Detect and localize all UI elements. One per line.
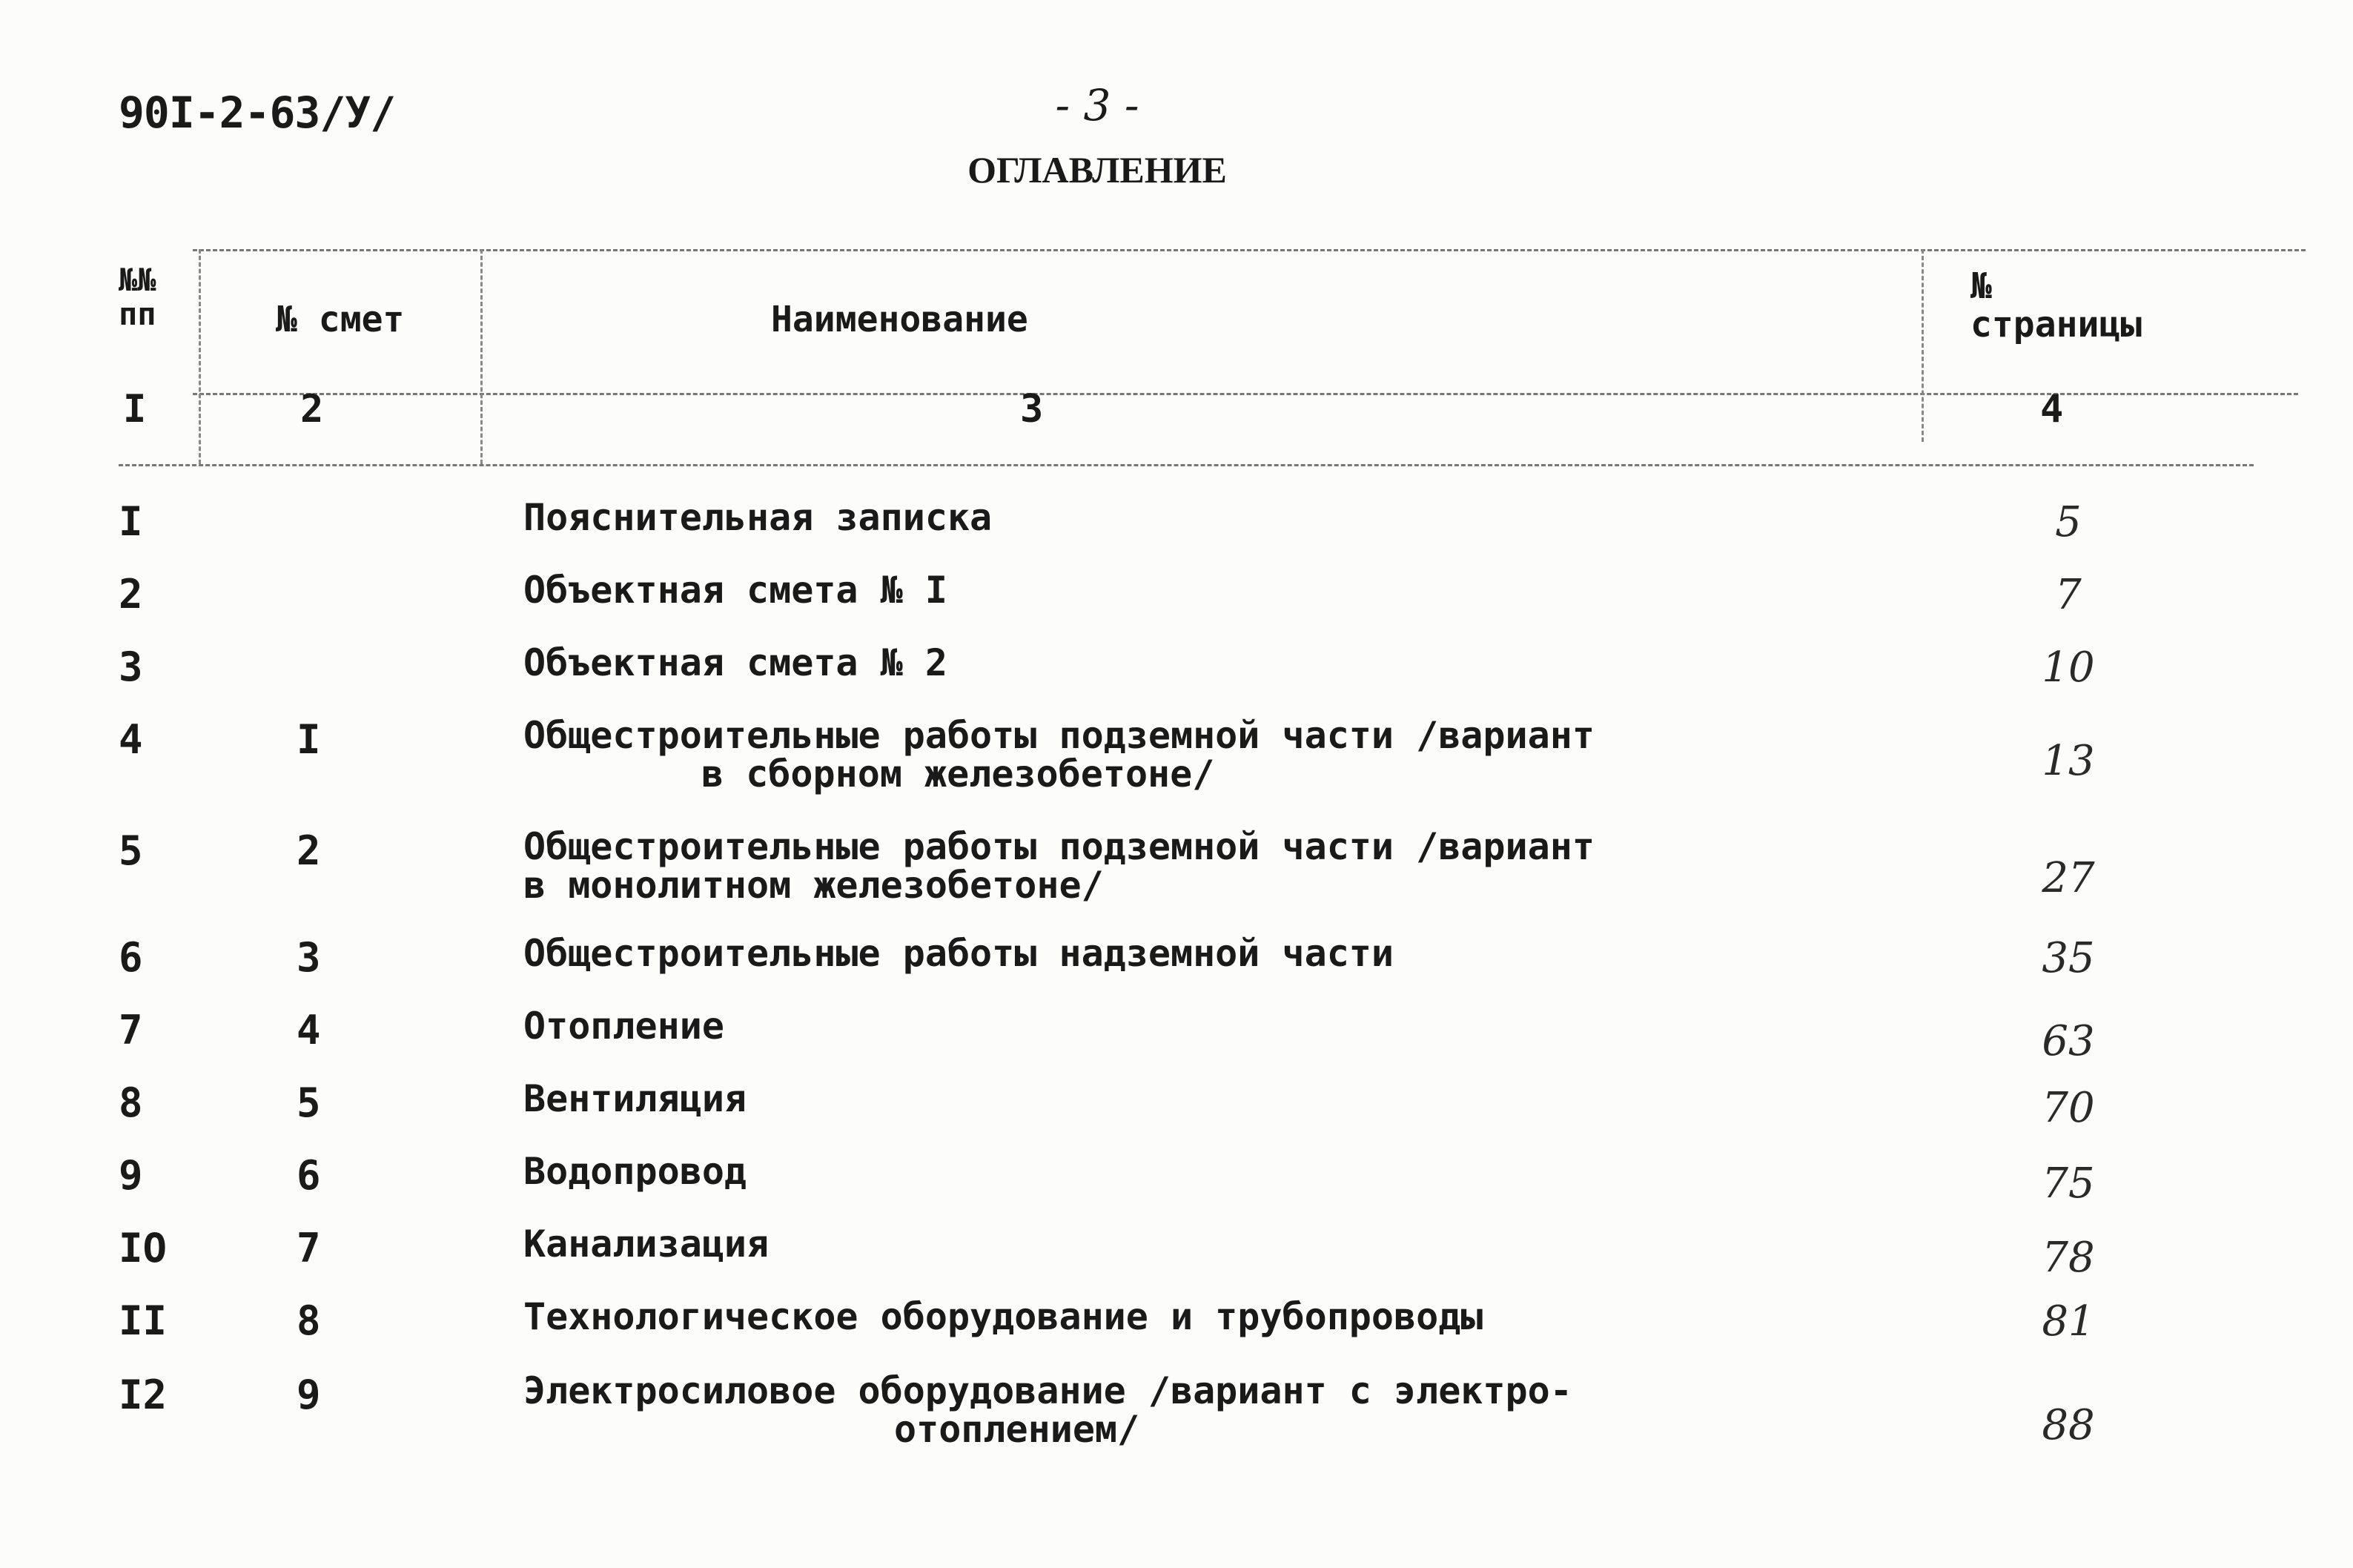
column-index-3: 3 (1020, 387, 1044, 431)
row-number: 8 (119, 1079, 143, 1126)
column-header-name: Наименование (771, 299, 1028, 340)
row-title-line1: Электросиловое оборудование /вариант с электро- (523, 1369, 1572, 1412)
row-page: 63 (2042, 1017, 2095, 1065)
row-page: 27 (2042, 854, 2095, 902)
row-number: 3 (119, 644, 143, 690)
row-number: I2 (119, 1372, 168, 1418)
column-index-2: 2 (300, 387, 324, 431)
table-index-rule (119, 464, 2254, 466)
row-number: 7 (119, 1007, 143, 1053)
row-title (523, 825, 1650, 907)
row-title-line1: Общестроительные работы подземной части /вариант (523, 714, 1595, 757)
row-title-line1: Объектная смета № I (523, 569, 947, 612)
row-title-line1: Общестроительные работы надземной части (523, 932, 1394, 975)
row-number: 9 (119, 1152, 143, 1199)
row-number: 5 (119, 827, 143, 874)
row-title (523, 1079, 1650, 1118)
row-title-line1: Водопровод (523, 1150, 747, 1193)
column-header-number-line2: пп (119, 296, 156, 332)
row-number: II (119, 1297, 168, 1344)
table-header-rule (193, 393, 2298, 395)
row-title-line1: Вентиляция (523, 1077, 747, 1120)
row-title-line2: отоплением/ (894, 1408, 1140, 1451)
row-estimate: 8 (297, 1297, 321, 1344)
column-header-number (119, 263, 156, 331)
row-title (523, 716, 1650, 793)
row-page: 81 (2042, 1297, 2095, 1346)
row-estimate: 9 (297, 1372, 321, 1418)
row-title (523, 1152, 1650, 1191)
column-divider-3 (1922, 249, 1924, 442)
row-title-line1: Технологическое оборудование и трубопроводы (523, 1295, 1483, 1338)
row-estimate: 5 (297, 1079, 321, 1126)
column-header-page (1970, 267, 2142, 344)
row-title-line1: Канализация (523, 1223, 770, 1266)
row-number: 4 (119, 716, 143, 763)
row-page: 10 (2042, 644, 2095, 692)
column-divider-1 (199, 249, 201, 464)
row-page: 75 (2042, 1160, 2095, 1208)
column-header-page-line2: страницы (1970, 304, 2142, 345)
document-code: 90I-2-63/У/ (119, 87, 396, 138)
row-estimate: 4 (297, 1007, 321, 1053)
column-divider-2 (480, 249, 483, 464)
row-title-line2: в монолитном железобетоне/ (523, 864, 1104, 907)
row-title (523, 1223, 1650, 1266)
row-title-line1: Общестроительные работы подземной части /вариант (523, 825, 1595, 868)
column-index-4: 4 (2040, 387, 2064, 431)
row-title (523, 1005, 1650, 1048)
row-number: IO (119, 1225, 168, 1271)
row-estimate: I (297, 716, 321, 763)
row-title-line1: Отопление (523, 1005, 724, 1048)
row-page: 35 (2042, 934, 2095, 982)
row-estimate: 7 (297, 1225, 321, 1271)
row-page: 70 (2042, 1084, 2095, 1132)
page-number: - 3 - (1055, 80, 1139, 130)
row-title (523, 498, 1650, 537)
row-estimate: 2 (297, 827, 321, 874)
row-number: 6 (119, 934, 143, 981)
column-index-1: I (123, 387, 147, 431)
row-title (523, 1369, 1650, 1451)
row-title (523, 934, 1650, 973)
row-title-line1: Объектная смета № 2 (523, 641, 947, 684)
row-title (523, 569, 1650, 612)
row-page: 5 (2055, 498, 2082, 546)
row-title-line1: Пояснительная записка (523, 496, 993, 539)
row-number: 2 (119, 571, 143, 618)
column-header-number-line1: №№ (119, 262, 156, 298)
row-title (523, 641, 1650, 684)
row-page: 88 (2042, 1401, 2095, 1449)
table-top-rule (193, 249, 2306, 251)
row-title (523, 1297, 1650, 1336)
row-page: 78 (2042, 1234, 2095, 1282)
page-title: ОГЛАВЛЕНИЕ (967, 149, 1227, 191)
row-estimate: 3 (297, 934, 321, 981)
row-number: I (119, 498, 143, 545)
column-header-page-line1: № (1970, 265, 1992, 307)
row-page: 7 (2055, 571, 2082, 619)
row-title-line2: в сборном железобетоне/ (701, 752, 1215, 795)
column-header-estimate: № смет (276, 299, 405, 340)
row-estimate: 6 (297, 1152, 321, 1199)
row-page: 13 (2042, 737, 2095, 785)
